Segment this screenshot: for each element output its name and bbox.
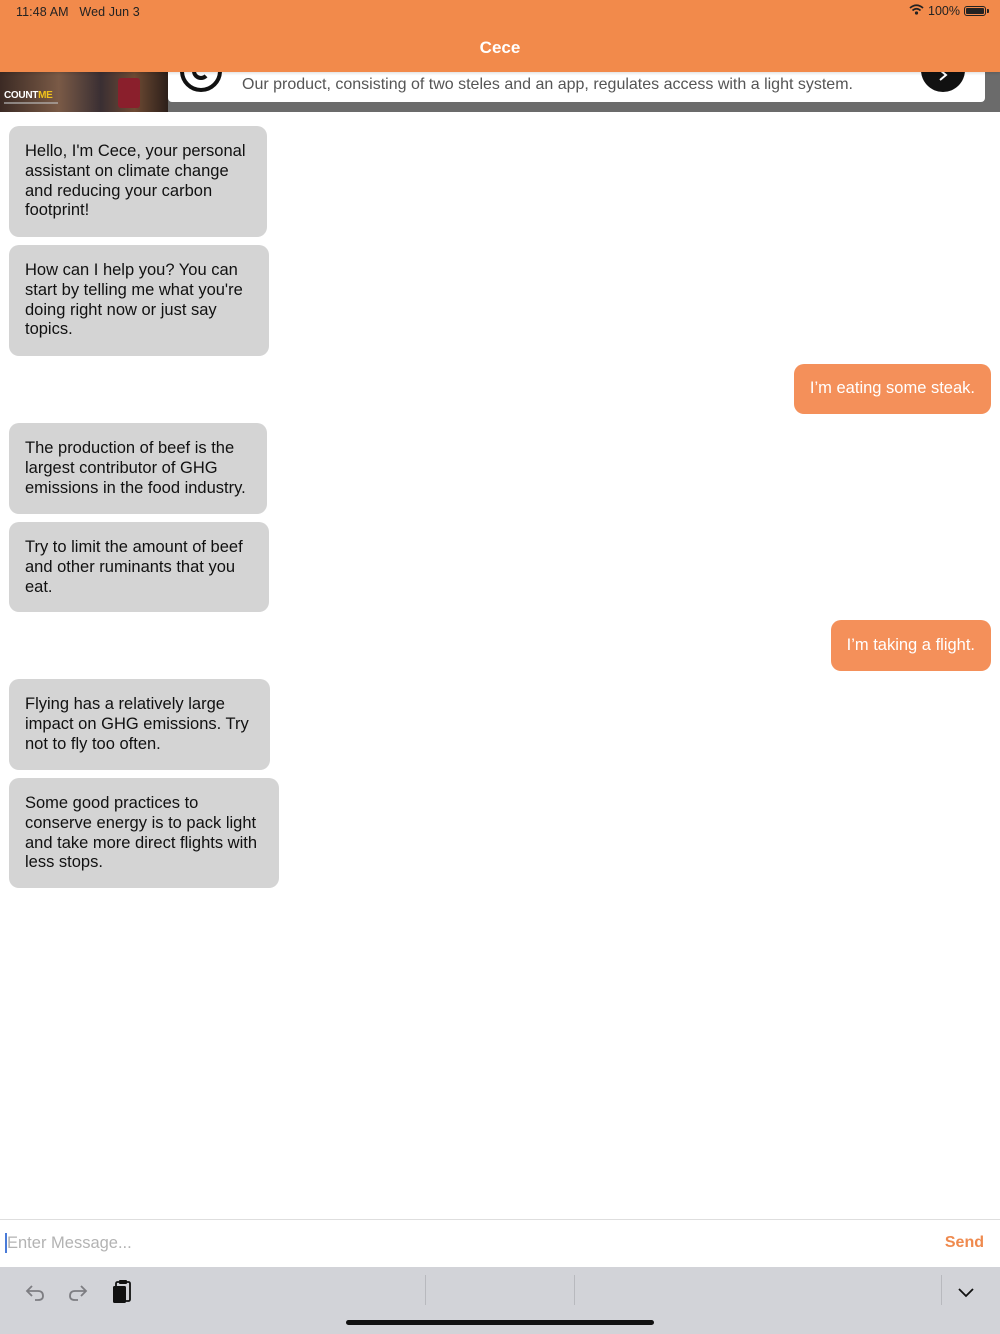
status-date-text: Wed Jun 3 (79, 5, 140, 19)
bot-message: Hello, I'm Cece, your personal assistant on climate change and reducing your carbon footprint! (9, 126, 267, 237)
bot-message: Try to limit the amount of beef and other ruminants that you eat. (9, 522, 269, 612)
divider (941, 1275, 942, 1305)
status-time (16, 5, 140, 19)
nav-header (0, 0, 1000, 72)
ad-card[interactable] (168, 72, 985, 102)
bot-message: How can I help you? You can start by telling me what you're doing right now or just say topics. (9, 245, 269, 356)
ad-image (0, 72, 168, 112)
user-message: I’m taking a flight. (831, 620, 991, 671)
ad-banner[interactable] (0, 72, 1000, 112)
message-composer (0, 1219, 1000, 1267)
ad-text: Our product, consisting of two steles and an app, regulates access with a light system. (242, 76, 853, 93)
chevron-right-icon (936, 72, 950, 82)
ad-company-logo-icon (180, 72, 222, 92)
bot-message: The production of beef is the largest contributor of GHG emissions in the food industry. (9, 423, 267, 514)
ad-open-button[interactable] (921, 72, 965, 92)
ad-logo-accent: ME (38, 90, 53, 101)
status-indicators (909, 4, 986, 18)
status-time-text: 11:48 AM (16, 5, 69, 19)
bot-message: Flying has a relatively large impact on GHG emissions. Try not to fly too often. (9, 679, 270, 770)
divider (574, 1275, 575, 1305)
battery-percent: 100% (928, 4, 960, 18)
battery-icon (964, 6, 986, 16)
redo-icon[interactable] (65, 1279, 91, 1305)
divider (425, 1275, 426, 1305)
undo-icon[interactable] (22, 1279, 48, 1305)
home-indicator[interactable] (346, 1320, 654, 1325)
message-input[interactable] (7, 1230, 907, 1256)
bot-message: Some good practices to conserve energy is to pack light and take more direct flights with less stops. (9, 778, 279, 888)
chevron-down-icon[interactable] (953, 1279, 979, 1305)
ad-brand-logo (4, 90, 52, 101)
paste-icon[interactable] (109, 1279, 135, 1305)
ad-logo-primary: COUNT (4, 90, 39, 101)
page-title: Cece (479, 38, 521, 57)
wifi-icon (909, 4, 924, 18)
send-button[interactable]: Send (944, 1234, 984, 1251)
user-message: I’m eating some steak. (794, 364, 991, 414)
